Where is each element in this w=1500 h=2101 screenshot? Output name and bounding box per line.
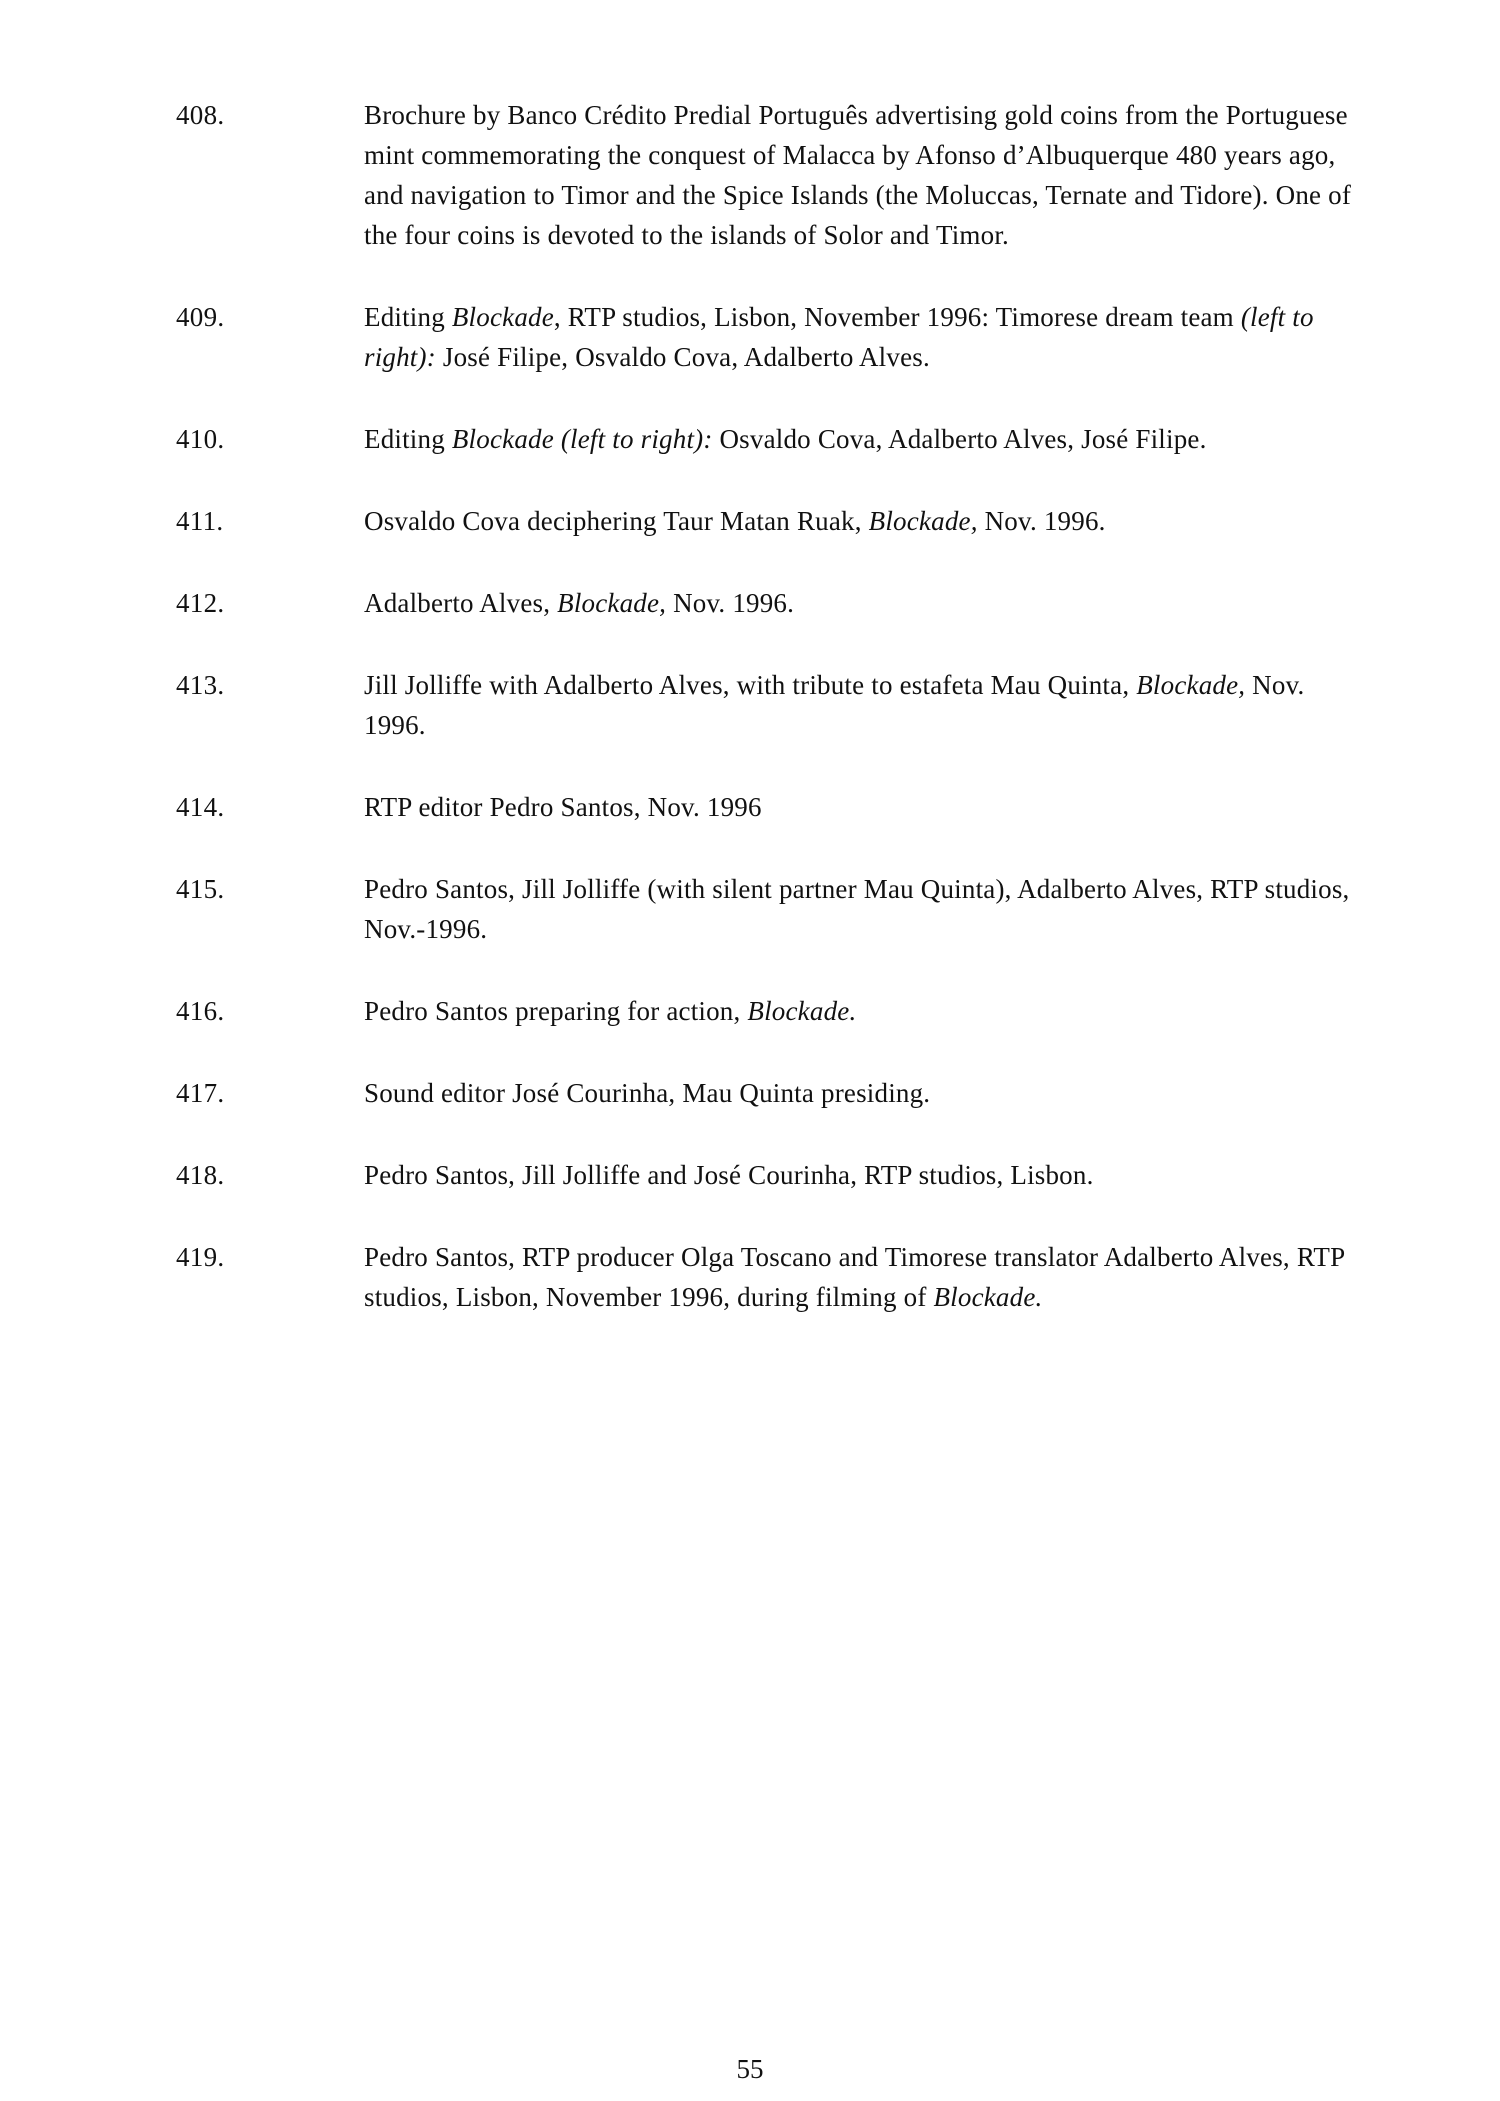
- text-segment: Editing: [364, 302, 452, 332]
- text-segment: Pedro Santos preparing for action,: [364, 996, 748, 1026]
- entry-text: [364, 991, 1354, 1031]
- entry-number: 417.: [176, 1078, 225, 1108]
- text-segment: Nov. 1996.: [977, 506, 1106, 536]
- entry-number: 414.: [176, 792, 225, 822]
- italic-title: Blockade,: [1136, 670, 1246, 700]
- text-segment: , RTP studios, Lisbon, November 1996: Timorese dream team: [553, 302, 1241, 332]
- entry-number: 412.: [176, 588, 225, 618]
- text-segment: Osvaldo Cova, Adalberto Alves, José Filipe.: [712, 424, 1207, 454]
- entry-number: 411.: [176, 506, 224, 536]
- caption-entry: [0, 95, 1500, 255]
- caption-entry: [0, 583, 1500, 623]
- caption-entry: [0, 787, 1500, 827]
- text-segment: Editing: [364, 424, 452, 454]
- entry-text: [364, 665, 1354, 745]
- text-segment: Pedro Santos, Jill Jolliffe (with silent partner Mau Quinta), Adalberto Alves, RTP studios, Nov.-1996.: [364, 874, 1350, 944]
- text-segment: Jill Jolliffe with Adalberto Alves, with tribute to estafeta Mau Quinta,: [364, 670, 1137, 700]
- caption-list: [0, 95, 1500, 1359]
- text-segment: Pedro Santos, RTP producer Olga Toscano and Timorese translator Adalberto Alves, RTP studios, Lisbon, November 1996, during filming of: [364, 1242, 1345, 1312]
- text-segment: RTP editor Pedro Santos, Nov. 1996: [364, 792, 762, 822]
- italic-title: Blockade,: [868, 506, 978, 536]
- caption-entry: [0, 419, 1500, 459]
- entry-number: 415.: [176, 874, 225, 904]
- entry-number: 416.: [176, 996, 225, 1026]
- text-segment: Sound editor José Courinha, Mau Quinta presiding.: [364, 1078, 931, 1108]
- caption-entry: [0, 1073, 1500, 1113]
- entry-number: 413.: [176, 670, 225, 700]
- caption-entry: [0, 665, 1500, 745]
- entry-text: [364, 1073, 1354, 1113]
- caption-entry: [0, 297, 1500, 377]
- entry-number: 409.: [176, 302, 225, 332]
- entry-text: [364, 95, 1354, 255]
- entry-number: 410.: [176, 424, 225, 454]
- entry-text: [364, 419, 1354, 459]
- caption-entry: [0, 1237, 1500, 1317]
- entry-text: [364, 1237, 1354, 1317]
- entry-text: [364, 787, 1354, 827]
- entry-number: 408.: [176, 100, 225, 130]
- text-segment: Adalberto Alves,: [364, 588, 558, 618]
- italic-title: (left to right):: [364, 302, 1314, 372]
- caption-entry: [0, 991, 1500, 1031]
- page-number: 55: [736, 2054, 764, 2084]
- italic-title: Blockade (left to right):: [451, 424, 713, 454]
- entry-text: [364, 583, 1354, 623]
- italic-title: Blockade.: [747, 996, 857, 1026]
- italic-title: Blockade,: [557, 588, 667, 618]
- italic-title: Blockade.: [933, 1282, 1043, 1312]
- text-segment: Brochure by Banco Crédito Predial Português advertising gold coins from the Portuguese mint commemorating the conquest of Malacca by Afonso d’Albuquerque 480 years ago, and navigation to Timor and the Spice Islands (the Moluccas, Ternate and Tidore). One of the four coins is devoted to the islands of Solor and Timor.: [364, 100, 1352, 250]
- entry-text: [364, 297, 1354, 377]
- entry-text: [364, 869, 1354, 949]
- caption-entry: [0, 1155, 1500, 1195]
- entry-number: 419.: [176, 1242, 225, 1272]
- entry-number: 418.: [176, 1160, 225, 1190]
- entry-text: [364, 1155, 1354, 1195]
- text-segment: Nov. 1996.: [666, 588, 795, 618]
- italic-title: Blockade: [451, 302, 554, 332]
- text-segment: Osvaldo Cova deciphering Taur Matan Ruak,: [364, 506, 869, 536]
- entry-text: [364, 501, 1354, 541]
- text-segment: José Filipe, Osvaldo Cova, Adalberto Alves.: [435, 342, 930, 372]
- text-segment: Nov. 1996.: [364, 670, 1305, 740]
- caption-entry: [0, 869, 1500, 949]
- text-segment: Pedro Santos, Jill Jolliffe and José Courinha, RTP studios, Lisbon.: [364, 1160, 1094, 1190]
- caption-entry: [0, 501, 1500, 541]
